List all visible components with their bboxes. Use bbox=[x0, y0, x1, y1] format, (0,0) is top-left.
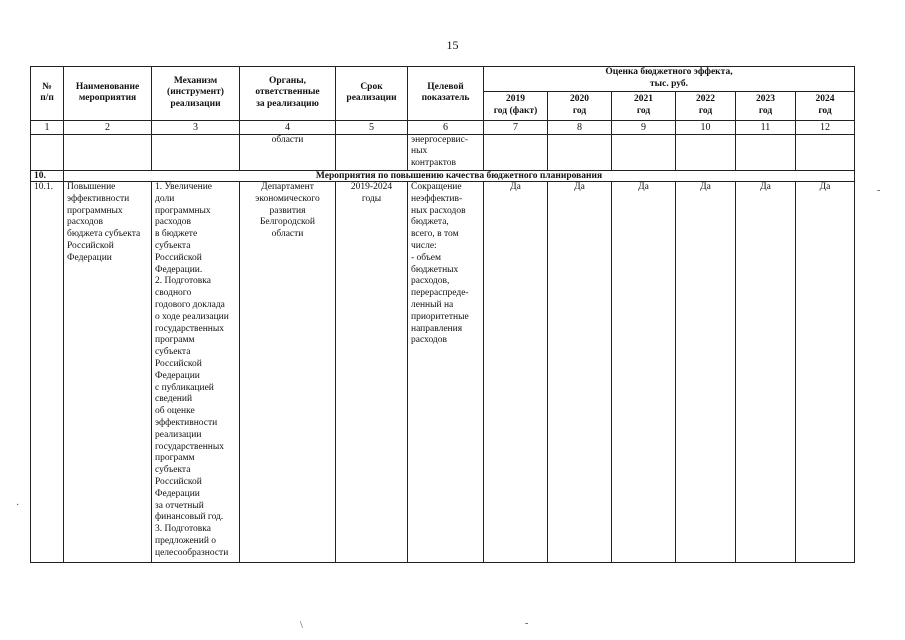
header-bodies: Органы, ответственные за реализацию bbox=[240, 67, 336, 121]
column-number: 10 bbox=[676, 120, 736, 134]
row-year-value: Да bbox=[736, 181, 796, 562]
header-year-2022: 2022 год bbox=[676, 91, 736, 120]
budget-measures-table bbox=[30, 66, 855, 563]
row-name: Повышение эффективности программных расходов бюджета субъекта Российской Федерации bbox=[64, 181, 152, 562]
header-term: Срок реализации bbox=[336, 67, 408, 121]
header-year-2023: 2023 год bbox=[736, 91, 796, 120]
scan-speck: · bbox=[16, 500, 20, 511]
column-number: 8 bbox=[548, 120, 612, 134]
header-mechanism: Механизм (инструмент) реализации bbox=[152, 67, 240, 121]
column-number: 5 bbox=[336, 120, 408, 134]
header-year-2019: 2019 год (факт) bbox=[484, 91, 548, 120]
header-no: № п/п bbox=[31, 67, 64, 121]
row-number: 10.1. bbox=[31, 181, 64, 562]
scan-speck: \ bbox=[300, 620, 303, 631]
header-name: Наименование мероприятия bbox=[64, 67, 152, 121]
row-year-value: Да bbox=[484, 181, 548, 562]
column-number: 12 bbox=[796, 120, 855, 134]
column-number: 11 bbox=[736, 120, 796, 134]
column-number: 2 bbox=[64, 120, 152, 134]
column-number: 1 bbox=[31, 120, 64, 134]
column-number: 4 bbox=[240, 120, 336, 134]
row-year-value: Да bbox=[796, 181, 855, 562]
row-year-value: Да bbox=[612, 181, 676, 562]
section-number: 10. bbox=[31, 170, 64, 181]
continuation-indicator: энергосервис- ных контрактов bbox=[408, 134, 484, 170]
column-number: 7 bbox=[484, 120, 548, 134]
column-number: 9 bbox=[612, 120, 676, 134]
row-indicator: Сокращение неэффектив- ных расходов бюджета, всего, в том числе: - объем бюджетных расходов, перераспреде- ленный на приоритетные направления расходов bbox=[408, 181, 484, 562]
header-year-2024: 2024 год bbox=[796, 91, 855, 120]
column-number: 3 bbox=[152, 120, 240, 134]
row-year-value: Да bbox=[676, 181, 736, 562]
page-number: 15 bbox=[446, 38, 459, 52]
row-term: 2019-2024 годы bbox=[336, 181, 408, 562]
header-year-2021: 2021 год bbox=[612, 91, 676, 120]
header-effect-group: Оценка бюджетного эффекта, тыс. руб. bbox=[484, 67, 855, 92]
scan-speck: - bbox=[525, 618, 529, 629]
section-title: Мероприятия по повышению качества бюджетного планирования bbox=[64, 170, 855, 181]
header-year-2020: 2020 год bbox=[548, 91, 612, 120]
row-mechanism: 1. Увеличение доли программных расходов в бюджете субъекта Российской Федерации. 2. Подготовка сводного годового доклада о ходе реализации государственных программ субъекта Российской Федерации с публикацией сведений об оценке эффективности реализации государственных программ субъекта Российской Федерации за отчетный финансовый год. 3. Подготовка предложений о целесообразности bbox=[152, 181, 240, 562]
section-row bbox=[31, 170, 855, 181]
table-row bbox=[31, 181, 855, 562]
scan-speck: - bbox=[877, 185, 881, 196]
continuation-row bbox=[31, 134, 855, 170]
column-number: 6 bbox=[408, 120, 484, 134]
header-indicator: Целевой показатель bbox=[408, 67, 484, 121]
row-year-value: Да bbox=[548, 181, 612, 562]
row-bodies: Департамент экономического развития Белгородской области bbox=[240, 181, 336, 562]
continuation-bodies: области bbox=[240, 134, 336, 170]
